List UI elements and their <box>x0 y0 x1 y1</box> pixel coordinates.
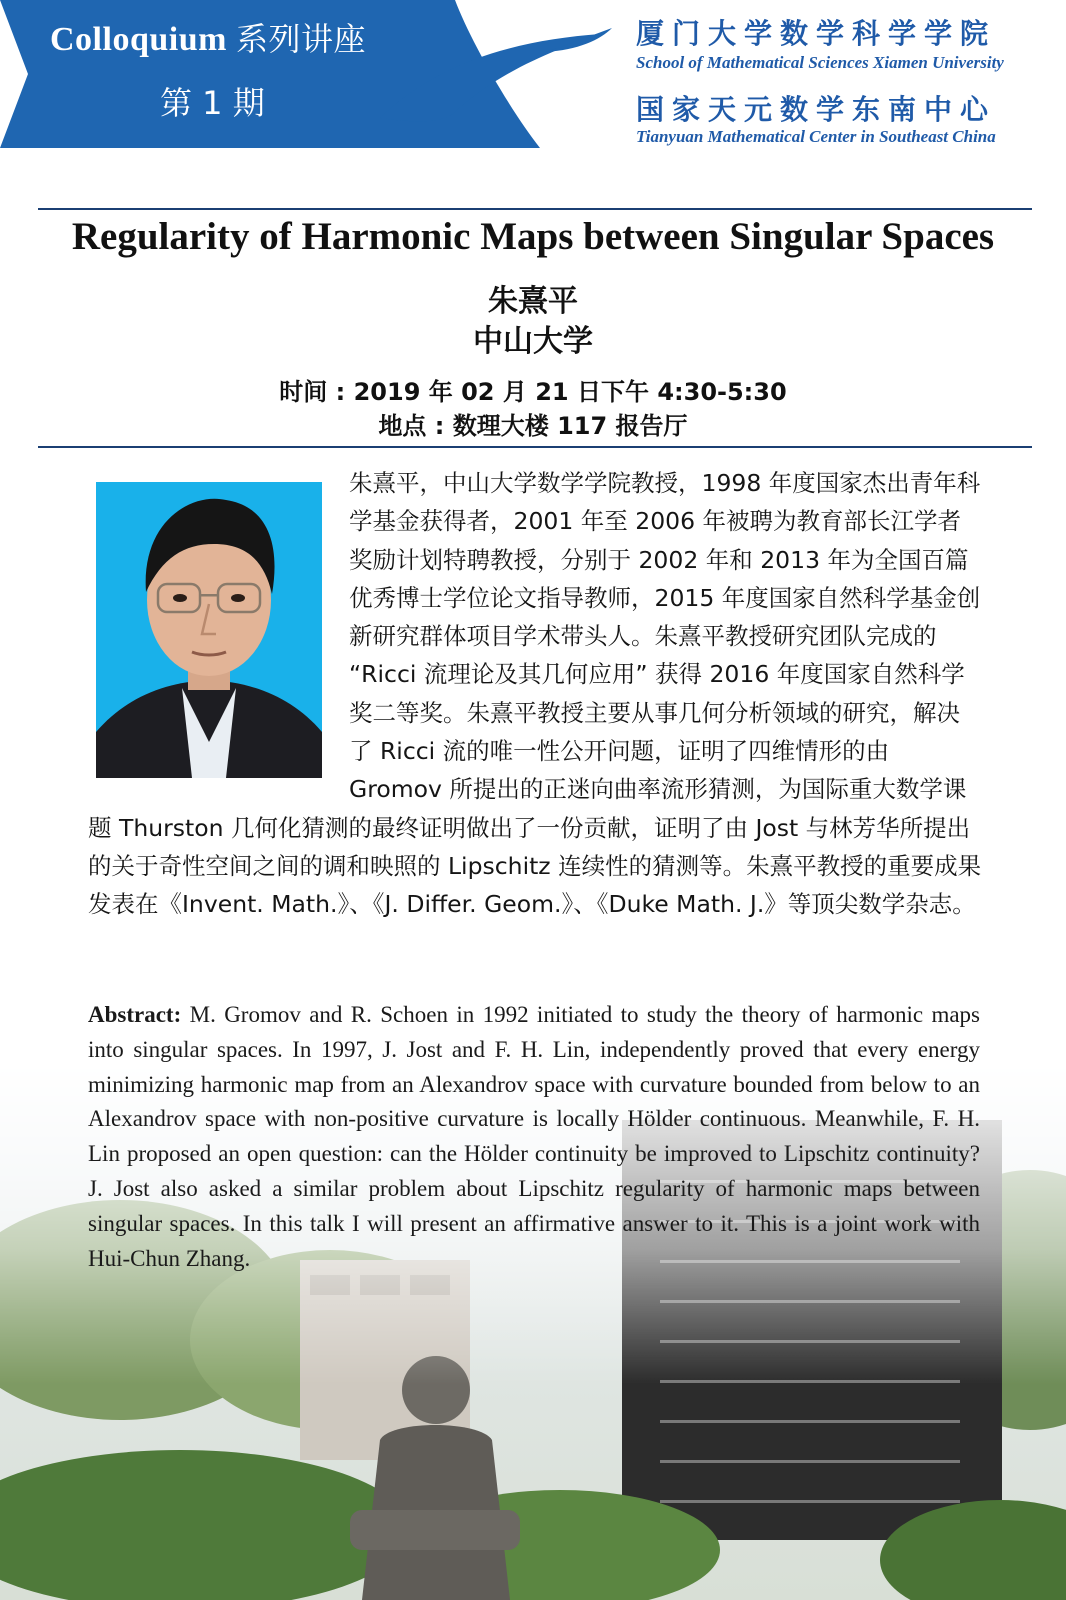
institution1-en: School of Mathematical Sciences Xiamen University <box>636 53 1004 72</box>
abstract <box>88 998 980 1276</box>
issue-number: 第 1 期 <box>160 84 265 122</box>
talk-title: Regularity of Harmonic Maps between Singular Spaces <box>71 215 995 258</box>
series-title-zh: 系列讲座 <box>235 20 366 58</box>
bio-text: 朱熹平，中山大学数学学院教授，1998 年度国家杰出青年科学基金获得者，2001 年至 2006 年被聘为教育部长江学者奖励计划特聘教授，分别于 2002 年和 2013 年为全国百篇优秀博士学位论文指导教师，2015 年度国家自然科学基金创新研究群体项目学术带头人。朱熹平教授研究团队完成的 “Ricci 流理论及其几何应用” 获得 2016 年度国家自然科学奖二等奖。朱熹平教授主要从事几何分析领域的研究，解决了 Ricci 流的唯一性公开问题，证明了四维情形的由 Gromov 所提出的正迷向曲率流形猜测，为国际重大数学课题 Thurston 几何化猜测的最终证明做出了一份贡献，证明了由 Jost 与林芳华所提出的关于奇性空间之间的调和映照的 Lipschitz 连续性的猜测等。朱熹平教授的重要成果发表在《Invent. Math.》、《J. Differ. Geom.》、《Duke Math. J.》等顶尖数学杂志。 <box>88 469 982 919</box>
speaker-affiliation: 中山大学 <box>473 324 593 359</box>
abstract-label: Abstract: <box>88 1002 182 1027</box>
speaker-bio <box>88 464 982 924</box>
bottom-divider <box>38 446 1032 448</box>
institution1-zh: 厦门大学数学科学学院 <box>636 17 997 50</box>
institution2-zh: 国家天元数学东南中心 <box>636 93 997 126</box>
abstract-text: M. Gromov and R. Schoen in 1992 initiated to study the theory of harmonic maps into singular spaces. In 1997, J. Jost and F. H. Lin, independently proved that every energy minimizing harmonic map from an Alexandrov space with curvature bounded from below to an Alexandrov space with non-positive curvature is locally Hölder continuous. Meanwhile, F. H. Lin proposed an open question: can the Hölder continuity be improved to Lipschitz continuity? J. Jost also asked a similar problem about Lipschitz regularity of harmonic maps between singular spaces. In this talk I will present an affirmative answer to it. This is a joint work with Hui-Chun Zhang. <box>88 1002 981 1271</box>
top-divider <box>38 208 1032 210</box>
talk-time: 时间 : 2019 年 02 月 21 日下午 4:30-5:30 <box>279 378 787 406</box>
photo-spacer <box>88 464 349 782</box>
series-title-en: Colloquium <box>50 21 227 58</box>
speaker-name: 朱熹平 <box>488 284 578 319</box>
institution2-en: Tianyuan Mathematical Center in Southeast China <box>636 127 996 146</box>
talk-venue: 地点 : 数理大楼 117 报告厅 <box>378 412 688 440</box>
series-title <box>50 14 366 60</box>
